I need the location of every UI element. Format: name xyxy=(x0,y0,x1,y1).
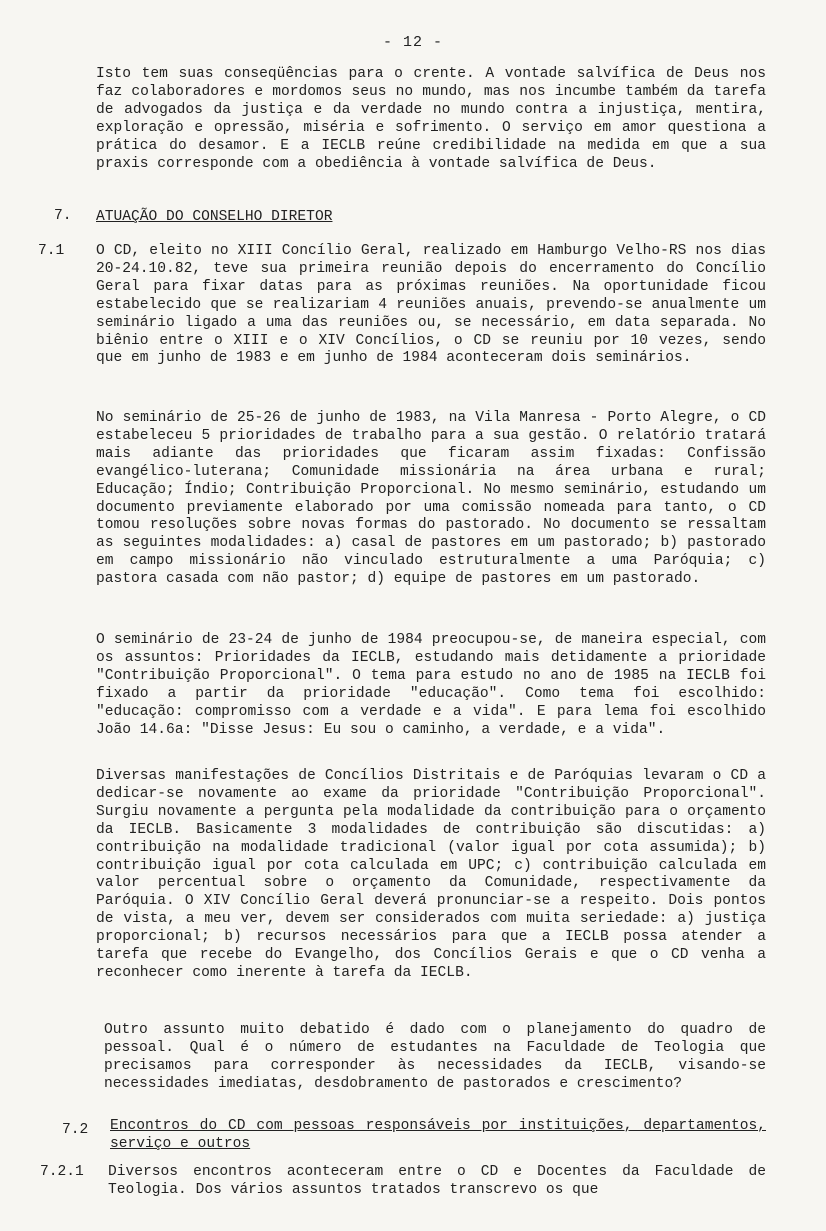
section-7-title: ATUAÇÃO DO CONSELHO DIRETOR xyxy=(96,209,333,225)
intro-paragraph: Isto tem suas conseqüências para o crente. A vontade salvífica de Deus nos faz colaboradores e mordomos seus no mundo, mas nos incumbe também da tarefa de advogados da justiça e da verdade no mundo contra a injustiça, mentira, exploração e opressão, miséria e sofrimento. O serviço em amor questiona a prática do desamor. E a IECLB reúne credibilidade na medida em que a sua praxis corresponde com a obediência à vontade salvífica de Deus. xyxy=(96,66,766,172)
section-7-1-paragraph-1: O CD, eleito no XIII Concílio Geral, realizado em Hamburgo Velho-RS nos dias 20-24.10.82, teve sua primeira reunião depois do encerramento do Concílio Geral para fixar datas para as próximas reuniões. Na oportunidade ficou estabelecido que se realizariam 4 reuniões anuais, prevendo-se anualmente um seminário ligado a uma das reuniões ou, se necessário, em data separada. No biênio entre o XIII e o XIV Concílios, o CD se reuniu por 10 vezes, sendo que em junho de 1983 e em junho de 1984 aconteceram dois seminários. xyxy=(96,243,766,367)
section-7-number: 7. xyxy=(54,208,72,224)
section-7-1-number: 7.1 xyxy=(38,243,65,259)
section-7-2-1-number: 7.2.1 xyxy=(40,1164,84,1180)
section-7-2-1-paragraph: Diversos encontros aconteceram entre o CD e Docentes da Faculdade de Teologia. Dos vários assuntos tratados transcrevo os que xyxy=(108,1164,766,1198)
section-7-1-paragraph-4: Diversas manifestações de Concílios Distritais e de Paróquias levaram o CD a dedicar-se novamente ao exame da prioridade "Contribuição Proporcional". Surgiu novamente a pergunta pela modalidade da contribuição para o orçamento da IECLB. Basicamente 3 modalidades de contribuição são discutidas: a) contribuição na modalidade tradicional (valor igual por cota assumida); b) contribuição igual por cota calculada em UPC; c) contribuição calculada em valor percentual sobre o orçamento da Comunidade, respectivamente da Paróquia. O XIV Concílio Geral deverá pronunciar-se a respeito. Dois pontos de vista, a meu ver, devem ser considerados com muita seriedade: a) justiça proporcional; b) recursos necessários para que a IECLB possa atender a tarefa que recebe do Evangelho, dos Concílios Gerais e que o CD venha a reconhecer como inerente à tarefa da IECLB. xyxy=(96,768,766,981)
section-7-1-paragraph-3: O seminário de 23-24 de junho de 1984 preocupou-se, de maneira especial, com os assuntos: Prioridades da IECLB, estudando mais detidamente a prioridade "Contribuição Proporcional". O tema para estudo no ano de 1985 na IECLB foi fixado a partir da prioridade "educação". Como tema foi escolhido: "educação: compromisso com a verdade e a vida". E para lema foi escolhido João 14.6a: "Disse Jesus: Eu sou o caminho, a verdade, e a vida". xyxy=(96,632,766,738)
section-7-1-paragraph-2: No seminário de 25-26 de junho de 1983, na Vila Manresa - Porto Alegre, o CD estabeleceu 5 prioridades de trabalho para a sua gestão. O relatório tratará mais adiante das prioridades que ficaram assim fixadas: Confissão evangélico-luterana; Comunidade missionária na área urbana e rural; Educação; Índio; Contribuição Proporcional. No mesmo seminário, estudando um documento previamente elaborado por uma comissão nomeada para tanto, o CD tomou resoluções sobre novas formas do pastorado. No documento se ressaltam as seguintes modalidades: a) casal de pastores em um pastorado; b) pastorado em campo missionário não vinculado estruturalmente a uma Paróquia; c) pastora casada com não pastor; d) equipe de pastores em um pastorado. xyxy=(96,410,766,588)
section-7-2-title: Encontros do CD com pessoas responsáveis por instituições, departamentos, serviço e outros xyxy=(110,1118,766,1152)
section-7-2-number: 7.2 xyxy=(62,1122,89,1138)
page-number: - 12 - xyxy=(382,34,443,51)
section-7-1-paragraph-5: Outro assunto muito debatido é dado com o planejamento do quadro de pessoal. Qual é o número de estudantes na Faculdade de Teologia que precisamos para corresponder às necessidades da IECLB, visando-se necessidades imediatas, desdobramento de pastorados e crescimento? xyxy=(104,1022,766,1092)
